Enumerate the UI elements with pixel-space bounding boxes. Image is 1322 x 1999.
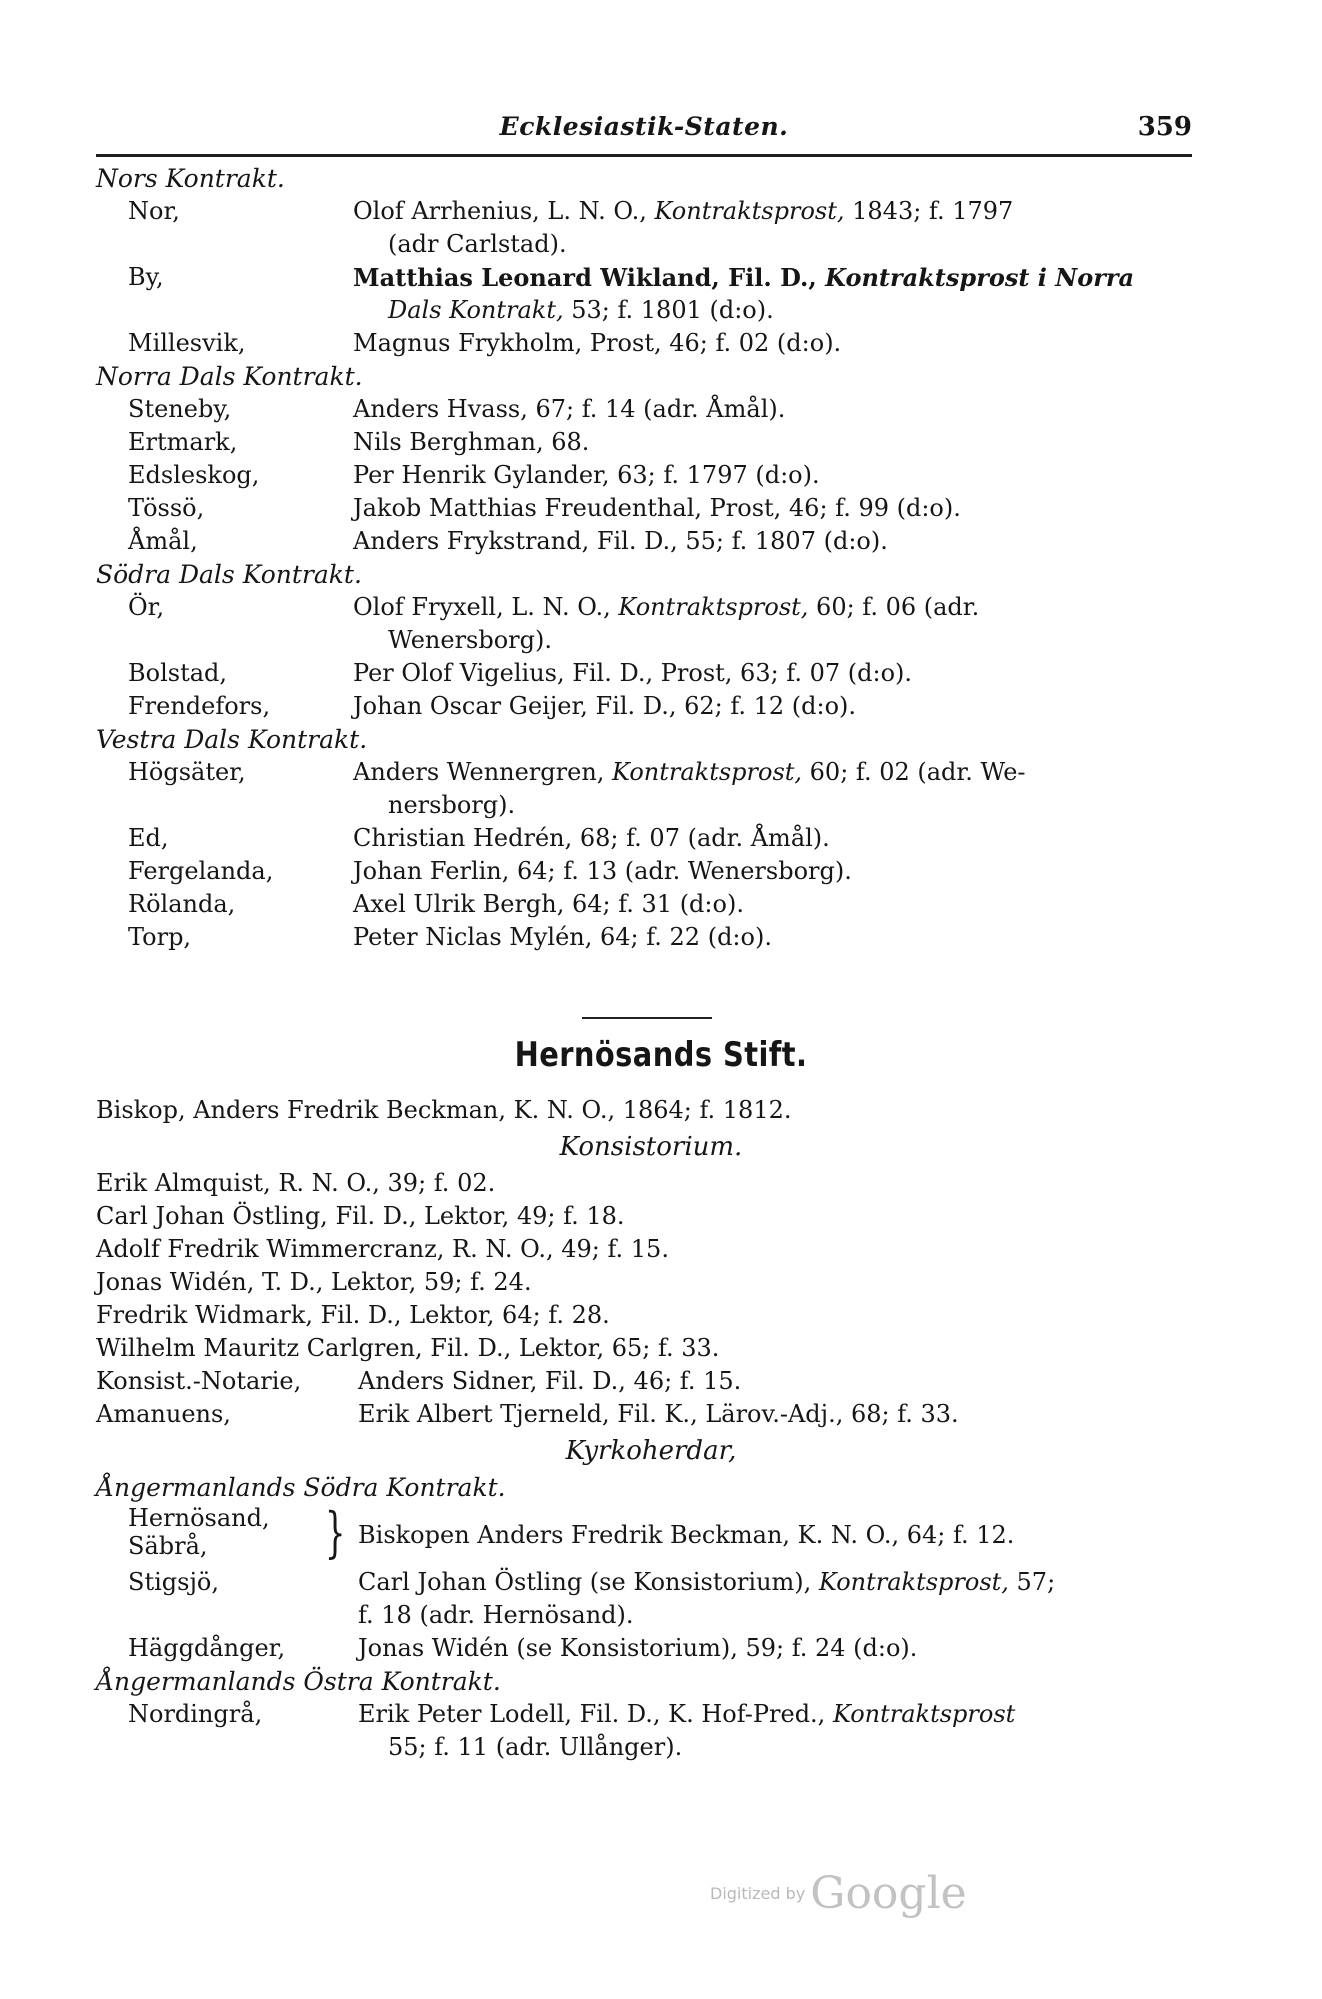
parish-row bbox=[96, 690, 1206, 723]
brace-glyph: } bbox=[324, 1501, 346, 1564]
parish-row bbox=[96, 393, 1206, 426]
clergy-entry: f. 18 (adr. Hernösand). bbox=[358, 1601, 634, 1629]
clergy-entry: Johan Ferlin, 64; f. 13 (adr. Wenersborg). bbox=[353, 857, 852, 885]
parish-name: Nordingrå, bbox=[128, 1700, 263, 1728]
google-logo-text: Google bbox=[810, 1868, 967, 1919]
parish-name: Bolstad, bbox=[128, 659, 228, 687]
konsistorium-heading: Konsistorium. bbox=[559, 1132, 743, 1162]
amanuens-row bbox=[96, 1398, 1206, 1431]
parish-row bbox=[96, 261, 1206, 294]
section-divider bbox=[582, 1017, 712, 1019]
clergy-entry: Johan Oscar Geijer, Fil. D., 62; f. 12 (d:o). bbox=[353, 692, 857, 720]
notarie-label: Konsist.-Notarie, bbox=[96, 1367, 302, 1395]
parish-name: Tössö, bbox=[128, 494, 205, 522]
clergy-entry: Nils Berghman, 68. bbox=[353, 428, 590, 456]
clergy-entry: Anders Wennergren, Kontraktsprost, 60; f. 02 (adr. We- bbox=[353, 758, 1026, 786]
amanuens-entry: Erik Albert Tjerneld, Fil. K., Lärov.-Adj., 68; f. 33. bbox=[358, 1400, 959, 1428]
stift-title: Hernösands Stift. bbox=[514, 1035, 808, 1075]
notarie-entry: Anders Sidner, Fil. D., 46; f. 15. bbox=[358, 1367, 742, 1395]
konsistorium-member: Fredrik Widmark, Fil. D., Lektor, 64; f. 28. bbox=[96, 1301, 610, 1329]
clergy-entry: Erik Peter Lodell, Fil. D., K. Hof-Pred., Kontraktsprost bbox=[358, 1700, 1016, 1728]
parish-name: Edsleskog, bbox=[128, 461, 260, 489]
parish-names bbox=[128, 1504, 270, 1560]
konsistorium-member: Erik Almquist, R. N. O., 39; f. 02. bbox=[96, 1169, 496, 1197]
konsistorium-member: Adolf Fredrik Wimmercranz, R. N. O., 49; f. 15. bbox=[96, 1235, 669, 1263]
parish-row bbox=[96, 822, 1206, 855]
kontrakt-heading: Södra Dals Kontrakt. bbox=[96, 560, 362, 589]
kontrakt-heading: Vestra Dals Kontrakt. bbox=[96, 725, 368, 754]
parish-row bbox=[96, 591, 1206, 624]
parish-row bbox=[96, 525, 1206, 558]
konsistorium-member: Jonas Widén, T. D., Lektor, 59; f. 24. bbox=[96, 1268, 532, 1296]
parish-row bbox=[96, 756, 1206, 789]
kyrkoherdar-heading: Kyrkoherdar, bbox=[565, 1436, 737, 1466]
kontrakt-heading: Norra Dals Kontrakt. bbox=[96, 362, 363, 391]
running-title: Ecklesiastik-Staten. bbox=[499, 112, 789, 141]
clergy-entry: Anders Frykstrand, Fil. D., 55; f. 1807 (d:o). bbox=[353, 527, 888, 555]
clergy-entry: Jonas Widén (se Konsistorium), 59; f. 24 (d:o). bbox=[358, 1634, 918, 1662]
konsistorium-member: Wilhelm Mauritz Carlgren, Fil. D., Lektor, 65; f. 33. bbox=[96, 1334, 720, 1362]
parish-row-braced bbox=[96, 1501, 1206, 1566]
parish-row-continued bbox=[96, 624, 1206, 657]
clergy-entry: Peter Niclas Mylén, 64; f. 22 (d:o). bbox=[353, 923, 772, 951]
clergy-entry: Dals Kontrakt, 53; f. 1801 (d:o). bbox=[388, 296, 774, 324]
parish-row bbox=[96, 327, 1206, 360]
clergy-entry: Carl Johan Östling (se Konsistorium), Kontraktsprost, 57; bbox=[358, 1568, 1056, 1596]
konsistorium-member: Carl Johan Östling, Fil. D., Lektor, 49; f. 18. bbox=[96, 1202, 625, 1230]
parish-row bbox=[96, 492, 1206, 525]
biskop-line bbox=[96, 1094, 1206, 1127]
parish-name: Nor, bbox=[128, 197, 180, 225]
kontrakt-heading: Ångermanlands Södra Kontrakt. bbox=[96, 1473, 506, 1502]
stift-listing bbox=[96, 1094, 1206, 1764]
clergy-entry: Axel Ulrik Bergh, 64; f. 31 (d:o). bbox=[353, 890, 744, 918]
page-header bbox=[96, 112, 1192, 152]
parish-name: Millesvik, bbox=[128, 329, 246, 357]
clergy-entry: Christian Hedrén, 68; f. 07 (adr. Åmål). bbox=[353, 824, 830, 852]
parish-row bbox=[96, 657, 1206, 690]
parish-name: By, bbox=[128, 263, 164, 291]
parish-name: Ed, bbox=[128, 824, 169, 852]
kontrakt-listing bbox=[96, 162, 1206, 954]
biskop-entry: Biskop, Anders Fredrik Beckman, K. N. O., 1864; f. 1812. bbox=[96, 1096, 792, 1124]
clergy-entry: Wenersborg). bbox=[388, 626, 553, 654]
parish-row bbox=[96, 426, 1206, 459]
clergy-entry: Per Henrik Gylander, 63; f. 1797 (d:o). bbox=[353, 461, 820, 489]
kontrakt-heading: Ångermanlands Östra Kontrakt. bbox=[96, 1667, 501, 1696]
parish-row-continued bbox=[96, 789, 1206, 822]
clergy-entry: Matthias Leonard Wikland, Fil. D., Kontraktsprost i Norra bbox=[353, 263, 1135, 292]
parish-row bbox=[96, 1566, 1206, 1599]
kontrakt-heading: Nors Kontrakt. bbox=[96, 164, 285, 193]
parish-name: Stigsjö, bbox=[128, 1568, 219, 1596]
parish-row bbox=[96, 921, 1206, 954]
digitized-watermark bbox=[710, 1868, 967, 1919]
parish-name: Högsäter, bbox=[128, 758, 246, 786]
clergy-entry: (adr Carlstad). bbox=[388, 230, 567, 258]
parish-name: Fergelanda, bbox=[128, 857, 274, 885]
parish-row bbox=[96, 1698, 1206, 1731]
parish-row bbox=[96, 855, 1206, 888]
parish-name: Frendefors, bbox=[128, 692, 271, 720]
clergy-entry: Per Olof Vigelius, Fil. D., Prost, 63; f. 07 (d:o). bbox=[353, 659, 913, 687]
parish-name: Ertmark, bbox=[128, 428, 238, 456]
clergy-entry: 55; f. 11 (adr. Ullånger). bbox=[388, 1733, 683, 1761]
parish-row bbox=[96, 1632, 1206, 1665]
digitized-text: Digitized by bbox=[710, 1884, 806, 1903]
parish-row-continued bbox=[96, 1731, 1206, 1764]
parish-row bbox=[96, 195, 1206, 228]
parish-name: Rölanda, bbox=[128, 890, 236, 918]
parish-name: Åmål, bbox=[128, 527, 198, 555]
clergy-entry: Anders Hvass, 67; f. 14 (adr. Åmål). bbox=[353, 395, 786, 423]
notarie-row bbox=[96, 1365, 1206, 1398]
clergy-entry: Olof Fryxell, L. N. O., Kontraktsprost, 60; f. 06 (adr. bbox=[353, 593, 980, 621]
parish-row bbox=[96, 888, 1206, 921]
parish-row-continued bbox=[96, 1599, 1206, 1632]
parish-name: Torp, bbox=[128, 923, 192, 951]
parish-row-continued bbox=[96, 294, 1206, 327]
clergy-entry: Jakob Matthias Freudenthal, Prost, 46; f. 99 (d:o). bbox=[353, 494, 961, 522]
clergy-entry: Magnus Frykholm, Prost, 46; f. 02 (d:o). bbox=[353, 329, 842, 357]
clergy-entry: Biskopen Anders Fredrik Beckman, K. N. O., 64; f. 12. bbox=[358, 1521, 1015, 1549]
page-number: 359 bbox=[1137, 112, 1192, 142]
parish-name: Steneby, bbox=[128, 395, 232, 423]
clergy-entry: Olof Arrhenius, L. N. O., Kontraktsprost, 1843; f. 1797 bbox=[353, 197, 1014, 225]
parish-row bbox=[96, 459, 1206, 492]
header-rule bbox=[96, 154, 1192, 157]
parish-name: Ör, bbox=[128, 593, 165, 621]
amanuens-label: Amanuens, bbox=[96, 1400, 231, 1428]
parish-row-continued bbox=[96, 228, 1206, 261]
parish-name: Säbrå, bbox=[128, 1532, 208, 1560]
clergy-entry: nersborg). bbox=[388, 791, 516, 819]
parish-name: Häggdånger, bbox=[128, 1634, 286, 1662]
parish-name: Hernösand, bbox=[128, 1504, 270, 1532]
